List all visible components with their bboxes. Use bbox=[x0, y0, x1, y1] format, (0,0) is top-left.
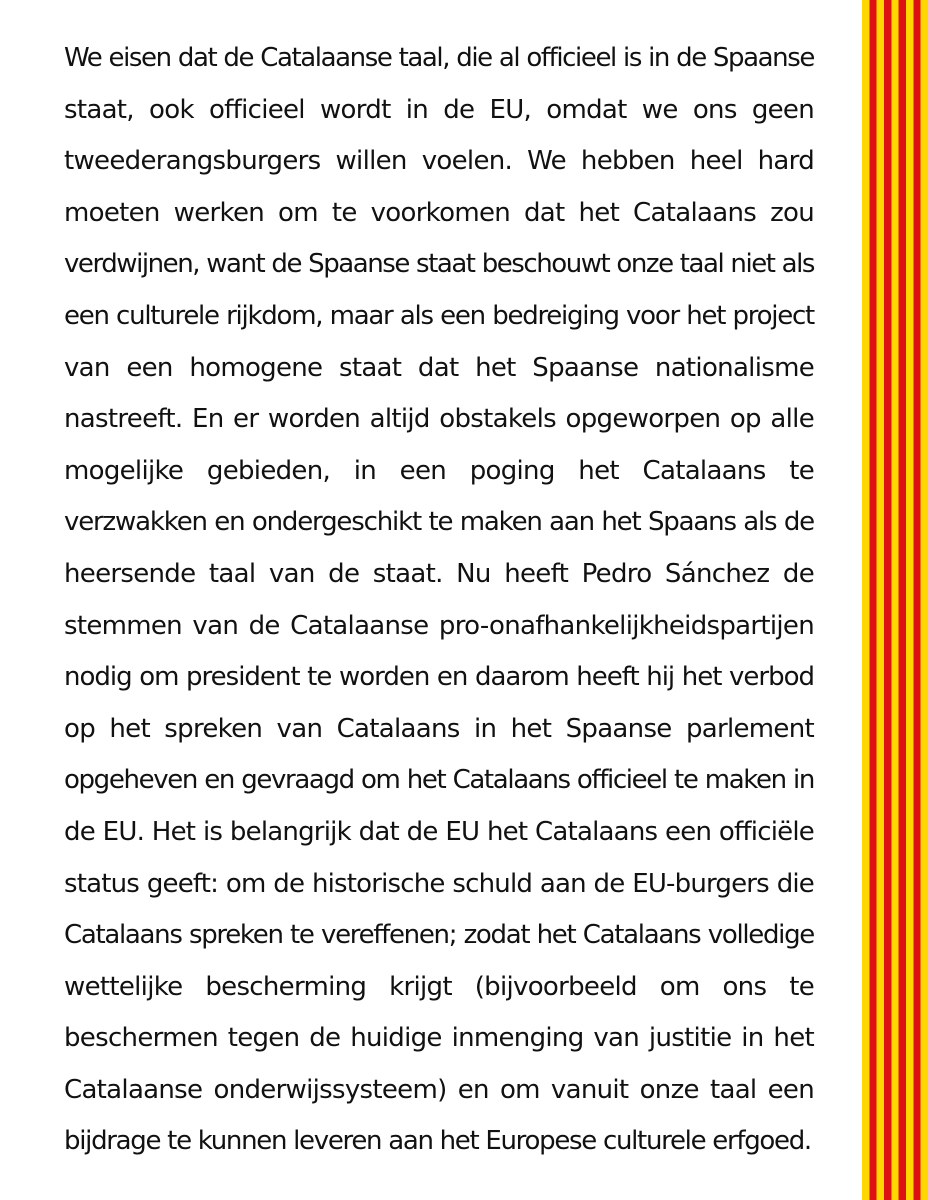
paragraph-line: mogelijke gebieden, in een poging het Catalaans te bbox=[64, 455, 814, 486]
paragraph-line: beschermen tegen de huidige inmenging van justitie in het bbox=[64, 1023, 814, 1054]
paragraph-line: van een homogene staat dat het Spaanse nationalisme bbox=[64, 352, 814, 383]
paragraph-line: verzwakken en ondergeschikt te maken aan het Spaans als de bbox=[64, 507, 814, 538]
paragraph-line: de EU. Het is belangrijk dat de EU het Catalaans een officiële bbox=[64, 816, 814, 847]
paragraph-line: heersende taal van de staat. Nu heeft Pedro Sánchez de bbox=[64, 558, 814, 589]
paragraph-line: bijdrage te kunnen leveren aan het Europese culturele erfgoed. bbox=[64, 1126, 811, 1157]
paragraph-line: Catalaanse onderwijssysteem) en om vanuit onze taal een bbox=[64, 1074, 814, 1105]
paragraph-line: nodig om president te worden en daarom heeft hij het verbod bbox=[64, 662, 814, 693]
paragraph-line: stemmen van de Catalaanse pro-onafhankelijkheidspartijen bbox=[64, 610, 814, 641]
paragraph-line: op het spreken van Catalaans in het Spaanse parlement bbox=[64, 713, 814, 744]
paragraph-line: staat, ook officieel wordt in de EU, omdat we ons geen bbox=[64, 94, 814, 125]
paragraph-line: Catalaans spreken te vereffenen; zodat het Catalaans volledige bbox=[64, 920, 814, 951]
paragraph-line: We eisen dat de Catalaanse taal, die al officieel is in de Spaanse bbox=[64, 43, 814, 73]
paragraph-line: moeten werken om te voorkomen dat het Catalaans zou bbox=[64, 197, 814, 228]
paragraph-line: nastreeft. En er worden altijd obstakels opgeworpen op alle bbox=[64, 404, 814, 435]
paragraph-line: verdwijnen, want de Spaanse staat beschouwt onze taal niet als bbox=[64, 249, 814, 280]
paragraph-line: tweederangsburgers willen voelen. We hebben heel hard bbox=[64, 146, 814, 177]
body-paragraph bbox=[64, 33, 814, 1168]
paragraph-line: opgeheven en gevraagd om het Catalaans officieel te maken in bbox=[64, 765, 814, 796]
paragraph-line: een culturele rijkdom, maar als een bedreiging voor het project bbox=[64, 300, 814, 331]
paragraph-line: status geeft: om de historische schuld aan de EU-burgers die bbox=[64, 868, 814, 899]
catalan-flag-stripes bbox=[862, 0, 928, 1200]
paragraph-line: wettelijke bescherming krijgt (bijvoorbeeld om ons te bbox=[64, 971, 814, 1002]
